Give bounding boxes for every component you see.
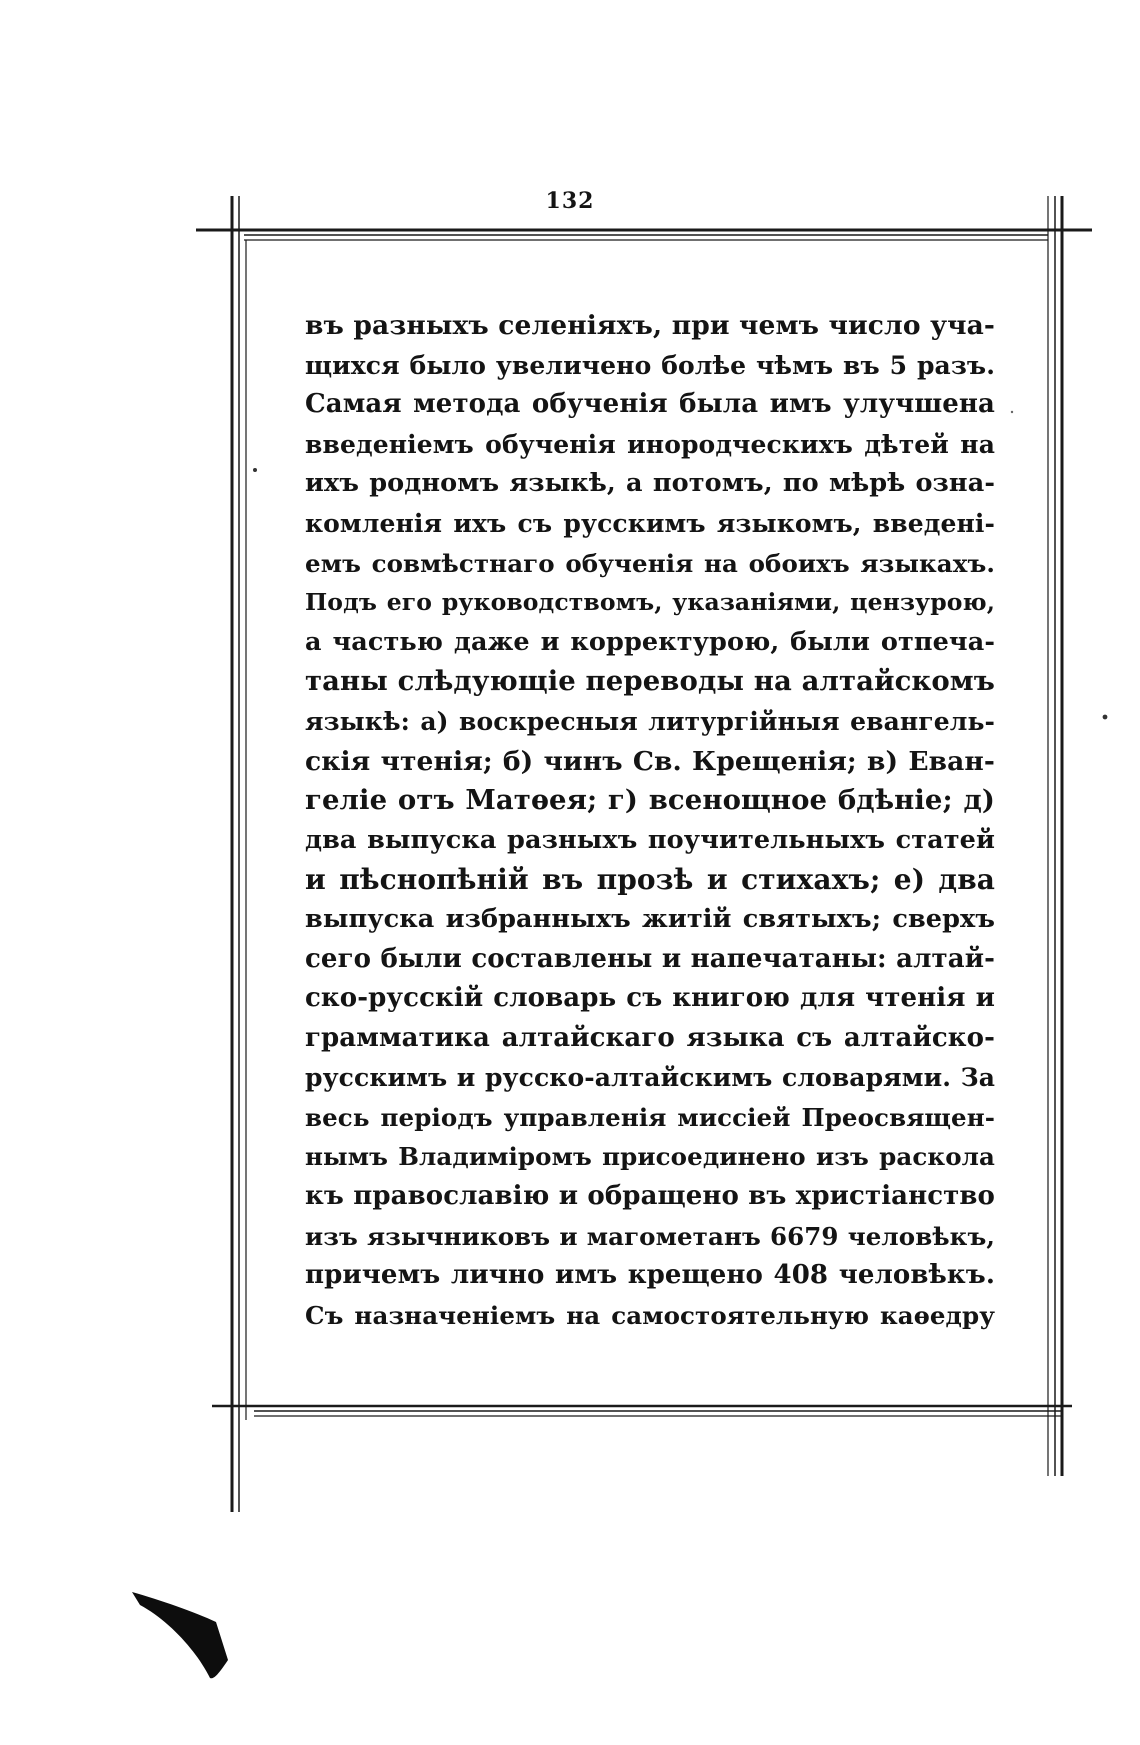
text-line: Самая метода обученія была имъ улучшена (305, 389, 995, 420)
text-line: а частью даже и корректурою, были отпеча- (305, 626, 995, 657)
text-line: два выпуска разныхъ поучительныхъ статей (305, 824, 995, 855)
ink-smudge (132, 1592, 228, 1678)
text-line: грамматика алтайскаго языка съ алтайско- (305, 1022, 995, 1053)
text-line: и пѣснопѣній въ прозѣ и стихахъ; е) два (305, 863, 995, 897)
text-line: къ православію и обращено въ христіанство (305, 1181, 995, 1212)
text-line: введеніемъ обученія инородческихъ дѣтей на (305, 429, 995, 459)
text-line: весь періодъ управленія миссіей Преосвящен- (305, 1102, 995, 1132)
text-line: геліе отъ Матѳея; г) всенощное бдѣніе; д) (305, 784, 995, 817)
page-number: 132 (545, 188, 595, 214)
text-line: языкѣ: а) воскресныя литургійныя евангель- (305, 706, 995, 736)
text-line: нымъ Владиміромъ присоединено изъ раскола (305, 1142, 995, 1172)
text-line: щихся было увеличено болѣе чѣмъ въ 5 разъ. (305, 350, 995, 380)
text-line: ихъ родномъ языкѣ, а потомъ, по мѣрѣ озна- (305, 468, 995, 499)
body-text (305, 306, 995, 1335)
text-line: скія чтенія; б) чинъ Св. Крещенія; в) Еван- (305, 745, 995, 777)
text-line: сего были составлены и напечатаны: алтай- (305, 943, 995, 974)
text-line: Подъ его руководствомъ, указаніями, цензурою, (305, 588, 995, 617)
text-line: причемъ лично имъ крещено 408 человѣкъ. (305, 1260, 995, 1291)
text-line: комленія ихъ съ русскимъ языкомъ, введені- (305, 508, 995, 538)
text-line: русскимъ и русско-алтайскимъ словарями. За (305, 1063, 995, 1093)
text-line: выпуска избранныхъ житій святыхъ; сверхъ (305, 903, 995, 934)
text-line: емъ совмѣстнаго обученія на обоихъ языкахъ. (305, 548, 995, 578)
text-line: изъ язычниковъ и магометанъ 6679 человѣкъ, (305, 1221, 995, 1251)
text-line: Съ назначеніемъ на самостоятельную каѳедру (305, 1300, 995, 1330)
text-line: ско-русскій словарь съ книгою для чтенія и (305, 983, 995, 1014)
text-line: таны слѣдующіе переводы на алтайскомъ (305, 665, 995, 698)
text-line: въ разныхъ селеніяхъ, при чемъ число уча- (305, 310, 995, 341)
